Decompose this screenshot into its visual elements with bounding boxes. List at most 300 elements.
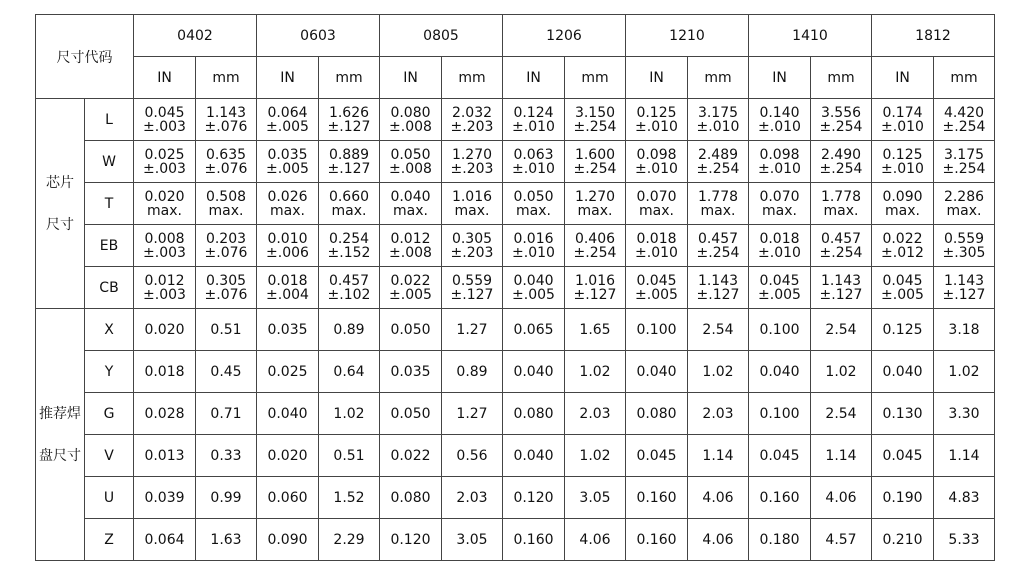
unit-label: mm [704,69,732,86]
value-cell [688,99,749,141]
value-line: 1.02 [825,363,857,380]
dimension-table [35,14,995,561]
group-label: 尺寸 [46,216,74,233]
value-cell [565,309,626,351]
value-line: ±.254 [573,160,617,177]
value-line: 0.080 [513,405,554,422]
unit-label: mm [827,69,855,86]
value-line: 0.098 [636,146,677,163]
size-code: 1812 [915,27,951,44]
value-cell [442,225,503,267]
value-cell [565,141,626,183]
value-line: max. [885,202,920,219]
value-cell [319,141,380,183]
value-line: 0.070 [759,188,800,205]
size-code: 1210 [669,27,705,44]
value-line: 0.100 [759,405,800,422]
unit-header [565,57,626,99]
value-cell [565,393,626,435]
param-cell [85,141,134,183]
value-line: 3.18 [948,321,980,338]
value-line: 0.012 [390,230,431,247]
group-label-cell [36,99,85,309]
value-line: ±.254 [942,118,986,135]
value-line: 0.305 [205,272,247,289]
value-line: max. [393,202,428,219]
unit-header [934,57,995,99]
value-line: 0.040 [513,272,554,289]
value-cell [442,393,503,435]
value-line: 0.080 [390,104,431,121]
value-cell [319,477,380,519]
value-cell [749,225,811,267]
value-cell [688,309,749,351]
size-code-header [36,15,134,99]
value-line: 0.035 [390,363,431,380]
value-cell [934,183,995,225]
value-cell [749,267,811,309]
value-cell [134,99,196,141]
table-row [36,141,995,183]
unit-header [319,57,380,99]
value-line: 1.27 [456,321,488,338]
param-label: W [102,153,116,170]
value-line: 0.065 [513,321,554,338]
param-label: X [104,321,114,338]
value-line: ±.010 [635,118,678,135]
value-cell [380,309,442,351]
value-cell [257,309,319,351]
value-cell [872,435,934,477]
value-line: 1.02 [579,447,611,464]
value-cell [380,519,442,561]
value-line: 0.090 [882,188,923,205]
value-line: 1.143 [820,272,862,289]
value-cell [319,99,380,141]
value-line: ±.254 [942,160,986,177]
size-header-0805 [380,15,503,57]
size-header-1206 [503,15,626,57]
value-cell [626,519,688,561]
param-label: CB [99,279,119,296]
unit-label: IN [403,69,418,86]
value-cell [565,99,626,141]
value-line: 1.778 [820,188,862,205]
value-line: 0.039 [144,489,185,506]
value-line: 0.035 [267,321,308,338]
value-cell [934,225,995,267]
value-line: 0.013 [144,447,185,464]
param-cell [85,477,134,519]
value-line: ±.076 [204,160,248,177]
value-line: 1.143 [697,272,739,289]
unit-header [749,57,811,99]
value-cell [565,477,626,519]
value-line: max. [270,202,305,219]
value-cell [749,393,811,435]
table-row [36,309,995,351]
value-line: ±.076 [204,244,248,261]
value-cell [196,351,257,393]
value-line: ±.012 [881,244,924,261]
value-line: ±.305 [942,244,986,261]
value-cell [565,267,626,309]
value-line: 0.140 [759,104,800,121]
value-cell [319,183,380,225]
value-line: ±.005 [266,160,309,177]
value-line: 0.160 [636,489,677,506]
param-label: V [104,447,114,464]
value-line: 2.54 [825,321,857,338]
value-line: 0.050 [513,188,554,205]
value-cell [380,99,442,141]
value-cell [934,393,995,435]
value-cell [688,477,749,519]
value-line: ±.005 [635,286,678,303]
value-line: 0.045 [759,447,800,464]
value-line: 0.070 [636,188,677,205]
value-line: ±.127 [327,118,371,135]
value-cell [319,519,380,561]
value-cell [565,435,626,477]
value-line: 0.018 [144,363,185,380]
value-cell [626,267,688,309]
value-cell [257,435,319,477]
value-line: ±.010 [512,160,555,177]
value-cell [749,519,811,561]
value-line: 0.012 [144,272,185,289]
value-line: 0.040 [759,363,800,380]
value-cell [934,309,995,351]
value-cell [688,393,749,435]
value-line: max. [331,202,367,219]
value-line: 0.124 [513,104,554,121]
value-line: ±.008 [389,160,432,177]
value-line: ±.010 [881,118,924,135]
unit-label: mm [335,69,363,86]
value-line: 0.045 [882,447,923,464]
value-line: 0.508 [205,188,247,205]
value-cell [688,519,749,561]
value-line: 1.270 [451,146,493,163]
value-line: ±.127 [573,286,617,303]
value-cell [934,141,995,183]
value-line: 0.559 [943,230,985,247]
value-cell [503,435,565,477]
value-cell [872,519,934,561]
value-cell [934,351,995,393]
value-line: ±.254 [696,160,740,177]
value-line: ±.010 [758,160,801,177]
value-cell [872,351,934,393]
value-line: 0.060 [267,489,308,506]
value-cell [134,141,196,183]
value-line: 1.600 [574,146,616,163]
value-cell [134,393,196,435]
value-cell [749,477,811,519]
value-line: 1.14 [948,447,980,464]
value-line: ±.203 [450,160,494,177]
value-cell [134,225,196,267]
param-label: G [103,405,115,422]
value-line: 2.032 [451,104,493,121]
value-cell [503,393,565,435]
value-line: 3.556 [820,104,862,121]
param-cell [85,225,134,267]
value-line: 0.022 [390,447,431,464]
value-line: ±.010 [635,160,678,177]
value-line: ±.003 [143,160,186,177]
value-line: ±.152 [327,244,371,261]
unit-label: IN [895,69,910,86]
value-line: ±.254 [573,244,617,261]
value-line: 1.143 [205,104,247,121]
value-cell [257,519,319,561]
value-line: 0.025 [144,146,185,163]
value-line: 0.080 [636,405,677,422]
value-cell [872,309,934,351]
value-cell [319,225,380,267]
unit-header [872,57,934,99]
value-line: 0.040 [390,188,431,205]
value-cell [319,309,380,351]
value-line: 0.51 [333,447,365,464]
value-line: ±.005 [266,118,309,135]
value-line: 2.03 [702,405,734,422]
value-cell [811,477,872,519]
value-cell [380,141,442,183]
value-line: 0.022 [390,272,431,289]
value-line: ±.127 [696,286,740,303]
value-line: ±.127 [819,286,863,303]
unit-header [257,57,319,99]
value-line: 2.29 [333,531,365,548]
value-line: 0.040 [882,363,923,380]
value-line: ±.076 [204,286,248,303]
value-cell [565,351,626,393]
value-cell [688,183,749,225]
unit-header [626,57,688,99]
value-line: 1.52 [333,489,365,506]
value-line: 0.045 [636,272,677,289]
value-line: 3.175 [697,104,739,121]
value-cell [565,183,626,225]
value-cell [688,225,749,267]
value-cell [319,393,380,435]
value-line: 0.99 [210,489,242,506]
value-cell [442,183,503,225]
table-row [36,183,995,225]
value-line: 1.27 [456,405,488,422]
value-cell [380,435,442,477]
value-cell [196,225,257,267]
value-line: 0.457 [820,230,862,247]
value-line: 2.03 [579,405,611,422]
value-line: 0.89 [333,321,365,338]
value-line: 0.064 [144,531,185,548]
value-line: 0.89 [456,363,488,380]
value-cell [319,351,380,393]
unit-label: IN [157,69,172,86]
value-line: 2.54 [702,321,734,338]
size-header-1812 [872,15,995,57]
value-line: 1.143 [943,272,985,289]
value-line: max. [946,202,982,219]
value-line: 0.190 [882,489,923,506]
value-cell [811,99,872,141]
value-line: 0.125 [882,146,923,163]
value-line: 1.02 [702,363,734,380]
value-line: ±.004 [266,286,309,303]
value-line: 0.305 [451,230,493,247]
value-cell [626,435,688,477]
value-cell [934,519,995,561]
value-line: 3.150 [574,104,616,121]
value-cell [811,393,872,435]
value-cell [811,267,872,309]
size-code: 1206 [546,27,582,44]
unit-label: IN [772,69,787,86]
value-cell [811,183,872,225]
value-cell [196,519,257,561]
unit-header [811,57,872,99]
value-cell [872,267,934,309]
value-line: 0.180 [759,531,800,548]
value-line: ±.005 [758,286,801,303]
param-cell [85,309,134,351]
value-line: ±.254 [696,244,740,261]
table-row [36,519,995,561]
value-cell [872,141,934,183]
group-label: 盘尺寸 [39,447,81,464]
value-cell [196,309,257,351]
value-line: 0.56 [456,447,488,464]
value-line: 5.33 [948,531,980,548]
value-line: 4.420 [943,104,985,121]
value-line: ±.254 [819,118,863,135]
value-line: ±.008 [389,244,432,261]
param-cell [85,519,134,561]
value-cell [442,435,503,477]
value-line: 1.14 [702,447,734,464]
value-line: 0.040 [513,363,554,380]
value-cell [749,351,811,393]
value-line: 0.160 [513,531,554,548]
unit-header [688,57,749,99]
value-cell [811,351,872,393]
param-cell [85,393,134,435]
value-cell [319,267,380,309]
table-row [36,99,995,141]
value-cell [872,183,934,225]
unit-label: mm [458,69,486,86]
value-line: 0.457 [697,230,739,247]
value-cell [196,477,257,519]
value-cell [503,141,565,183]
value-line: ±.005 [881,286,924,303]
value-line: 1.016 [574,272,616,289]
value-line: 0.040 [636,363,677,380]
group-label: 推荐焊 [39,405,81,422]
value-line: 1.016 [451,188,493,205]
value-line: 0.026 [267,188,308,205]
param-cell [85,183,134,225]
value-line: ±.102 [327,286,371,303]
value-line: max. [762,202,797,219]
value-line: 1.626 [328,104,370,121]
value-cell [872,225,934,267]
group-label-cell [36,309,85,561]
value-line: 0.64 [333,363,365,380]
value-line: 0.020 [267,447,308,464]
value-cell [257,141,319,183]
value-line: 4.06 [702,489,734,506]
value-line: ±.005 [389,286,432,303]
value-line: 2.54 [825,405,857,422]
unit-header [196,57,257,99]
value-line: 0.045 [882,272,923,289]
value-cell [257,225,319,267]
value-cell [626,477,688,519]
value-line: ±.003 [143,286,186,303]
size-code: 0805 [423,27,459,44]
value-line: 0.203 [205,230,247,247]
group-label: 芯片 [46,174,74,191]
value-cell [196,99,257,141]
size-code: 0402 [177,27,213,44]
value-cell [257,477,319,519]
value-cell [934,435,995,477]
value-cell [749,309,811,351]
value-line: 3.30 [948,405,980,422]
value-line: ±.010 [881,160,924,177]
size-code: 0603 [300,27,336,44]
value-cell [934,267,995,309]
value-line: 0.51 [210,321,242,338]
value-cell [442,477,503,519]
size-header-0402 [134,15,257,57]
param-label: EB [99,237,119,254]
value-cell [196,393,257,435]
value-line: 0.050 [390,405,431,422]
value-cell [749,141,811,183]
value-line: 0.090 [267,531,308,548]
value-line: ±.203 [450,244,494,261]
value-line: ±.254 [573,118,617,135]
value-cell [688,435,749,477]
value-line: 2.489 [697,146,739,163]
param-label: Y [104,363,114,380]
value-line: ±.010 [758,118,801,135]
unit-header [442,57,503,99]
value-cell [380,477,442,519]
unit-label: IN [649,69,664,86]
value-line: 2.490 [820,146,862,163]
value-cell [626,309,688,351]
table-row [36,267,995,309]
value-line: ±.254 [819,160,863,177]
value-line: 0.018 [759,230,800,247]
value-line: 3.175 [943,146,985,163]
value-cell [134,267,196,309]
value-cell [811,519,872,561]
value-cell [565,225,626,267]
value-cell [257,267,319,309]
value-line: ±.003 [143,244,186,261]
value-cell [811,309,872,351]
size-header-1210 [626,15,749,57]
value-line: 0.018 [636,230,677,247]
